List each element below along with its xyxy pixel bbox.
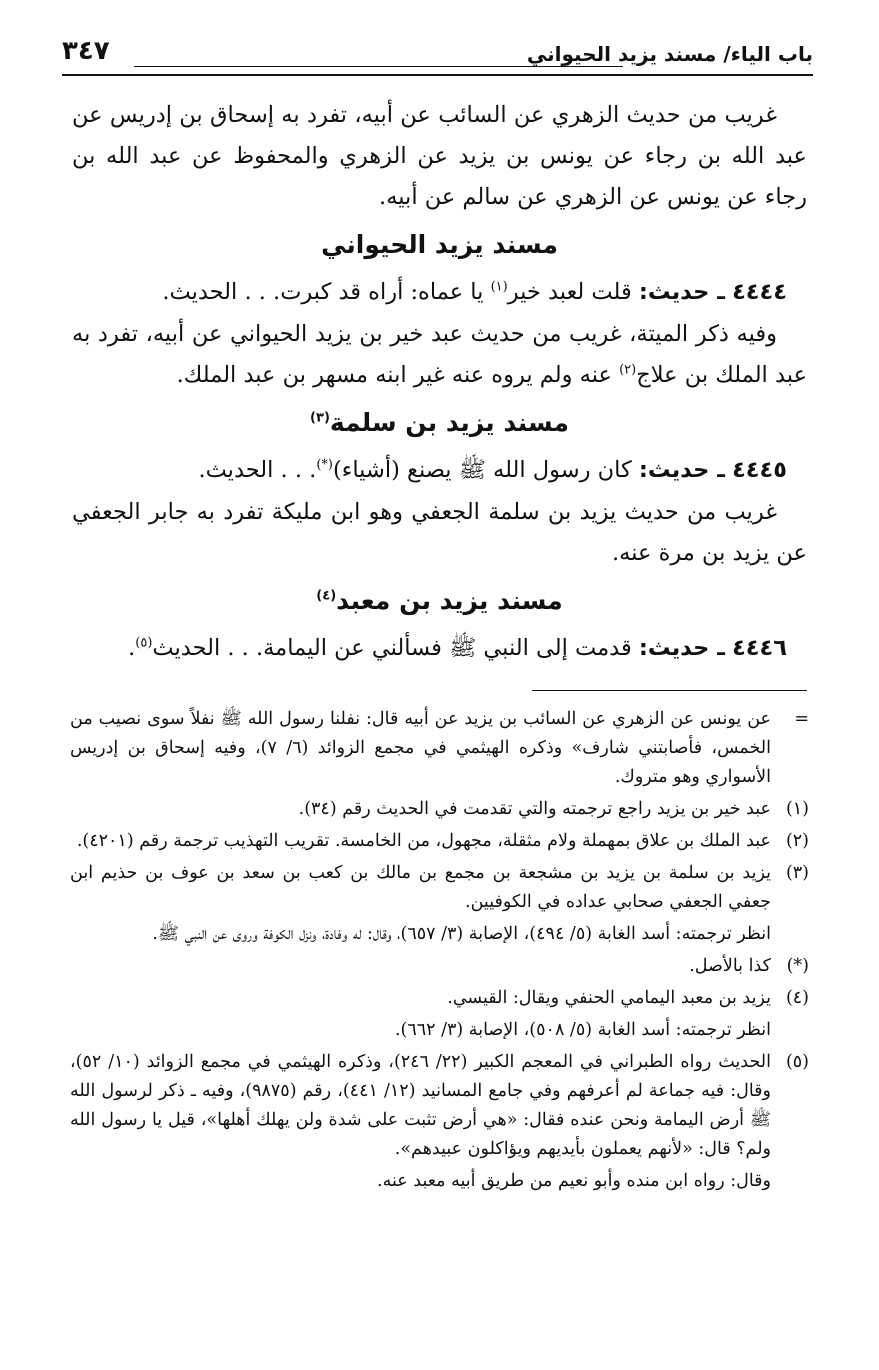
hadith-keyword: ـ حديث: bbox=[638, 279, 725, 305]
footnote-text: انظر ترجمته: أسد الغابة (٥/ ٤٩٤)، الإصابة (٣/ ٦٥٧)، وقال: له وفادة، ونزل الكوفة وروى عن النبي ﷺ. bbox=[152, 924, 771, 944]
hadith-text: كان رسول الله ﷺ يصنع (أشياء) bbox=[332, 457, 639, 483]
hadith-text: قلت لعبد خير bbox=[507, 279, 639, 305]
hadith-number: ٤٤٤٤ bbox=[732, 279, 787, 305]
running-title: باب الياء/ مسند يزيد الحيواني bbox=[526, 42, 813, 66]
section-heading-text: مسند يزيد الحيواني bbox=[321, 230, 558, 259]
footnote-mark: = bbox=[794, 709, 809, 729]
footnote-text: كذا بالأصل. bbox=[689, 956, 771, 976]
section-heading-text: مسند يزيد بن سلمة bbox=[329, 408, 569, 437]
footnote-mark bbox=[771, 920, 809, 949]
section-heading-text: مسند يزيد بن معبد bbox=[336, 586, 563, 615]
footnote-item bbox=[70, 984, 809, 1013]
footnote-text: يزيد بن سلمة بن يزيد بن مشجعة بن مجمع بن مالك بن كعب بن سعد بن عوف بن حذيم ابن جعفي الجعفي صحابي عداده في الكوفيين. bbox=[70, 863, 771, 912]
footnote-item bbox=[70, 795, 809, 824]
footnote-mark: (١) bbox=[785, 799, 809, 819]
footnote-text: يزيد بن معبد اليمامي الحنفي ويقال: القيسي. bbox=[447, 988, 771, 1008]
page-number: ٣٤٧ bbox=[62, 36, 110, 66]
footnote-item bbox=[70, 705, 809, 792]
hadith-number: ٤٤٤٦ bbox=[732, 635, 787, 661]
footnote-text: الحديث رواه الطبراني في المعجم الكبير (٢٢/ ٢٤٦)، وذكره الهيثمي في مجمع الزوائد (١٠/ ٥٢)، وقال: فيه جماعة لم أعرفهم وفي جامع المسانيد (١٢/ ٤٤١)، رقم (٩٨٧٥)، وفيه ـ ذكر لرسول الله ﷺ أرض اليمامة ونحن عنده فقال: «هي أرض تثبت على شدة ولن يهلك أهلها»، قيل يا رسول الله ولم؟ قال: «لأنهم يعملون بأيديهم ويؤاكلون عبيدهم». bbox=[70, 1052, 771, 1159]
hadith-entry bbox=[72, 626, 807, 670]
footnote-ref[interactable]: (٤) bbox=[316, 588, 337, 604]
footnote-item bbox=[70, 827, 809, 856]
footnote-separator bbox=[532, 690, 807, 691]
footnote-mark bbox=[771, 1167, 809, 1196]
hadith-text-continued: . . . الحديث. bbox=[198, 457, 317, 483]
footnote-item bbox=[70, 1167, 809, 1196]
section-heading bbox=[72, 578, 807, 624]
section-heading bbox=[72, 222, 807, 268]
footnote-text: وقال: رواه ابن منده وأبو نعيم من طريق أبيه معبد عنه. bbox=[377, 1171, 771, 1191]
section-heading bbox=[72, 400, 807, 446]
hadith-entry bbox=[72, 270, 807, 314]
footnote-mark: (٢) bbox=[785, 831, 809, 851]
footnote-mark: (٥) bbox=[785, 1052, 809, 1072]
footnote-item bbox=[70, 952, 809, 981]
footnote-mark: (*) bbox=[786, 956, 809, 976]
hadith-text-continued: . bbox=[128, 635, 136, 661]
footnote-ref[interactable]: (٢) bbox=[619, 362, 637, 378]
footnote-text: انظر ترجمته: أسد الغابة (٥/ ٥٠٨)، الإصابة (٣/ ٦٦٢). bbox=[394, 1020, 771, 1040]
footnote-ref[interactable]: (*) bbox=[316, 457, 333, 473]
commentary-text: غريب من حديث يزيد بن سلمة الجعفي وهو ابن مليكة تفرد به جابر الجعفي عن يزيد بن مرة عنه. bbox=[72, 499, 807, 566]
hadith-text-continued: يا عماه: أراه قد كبرت. . . الحديث. bbox=[162, 279, 491, 305]
page-header bbox=[62, 34, 813, 76]
commentary-text-continued: عنه ولم يروه عنه غير ابنه مسهر بن عبد الملك. bbox=[176, 362, 620, 388]
hadith-commentary bbox=[72, 492, 807, 574]
footnotes bbox=[70, 705, 809, 1199]
hadith-commentary bbox=[72, 314, 807, 396]
footnote-mark: (٤) bbox=[785, 988, 809, 1008]
footnote-item bbox=[70, 1016, 809, 1045]
hadith-keyword: ـ حديث: bbox=[638, 457, 725, 483]
footnote-ref[interactable]: (١) bbox=[490, 279, 508, 295]
footnote-mark bbox=[771, 1016, 809, 1045]
footnote-text: عبد الملك بن علاق بمهملة ولام مثقلة، مجهول، من الخامسة. تقريب التهذيب ترجمة رقم (٤٢٠١). bbox=[76, 831, 771, 851]
intro-paragraph: غريب من حديث الزهري عن السائب عن أبيه، تفرد به إسحاق بن إدريس عن عبد الله بن رجاء عن يونس بن يزيد عن الزهري والمحفوظ عن عبد الله بن رجاء عن يونس عن الزهري عن سالم عن أبيه. bbox=[72, 102, 807, 210]
footnote-ref[interactable]: (٣) bbox=[310, 410, 330, 426]
footnote-item bbox=[70, 1048, 809, 1164]
hadith-text: قدمت إلى النبي ﷺ فسألني عن اليمامة. . . الحديث bbox=[152, 635, 639, 661]
commentary-text: وفيه ذكر الميتة، غريب من حديث عبد خير بن يزيد الحيواني عن أبيه، تفرد به عبد الملك بن علاج bbox=[72, 321, 807, 388]
hadith-keyword: ـ حديث: bbox=[638, 635, 725, 661]
hadith-number: ٤٤٤٥ bbox=[732, 457, 787, 483]
footnote-item bbox=[70, 859, 809, 917]
header-leader-line bbox=[134, 66, 623, 67]
footnote-ref[interactable]: (٥) bbox=[135, 635, 153, 651]
footnote-item bbox=[70, 920, 809, 949]
footnote-text: عبد خير بن يزيد راجع ترجمته والتي تقدمت في الحديث رقم (٣٤). bbox=[298, 799, 771, 819]
hadith-entry bbox=[72, 448, 807, 492]
footnote-mark: (٣) bbox=[785, 863, 809, 883]
main-text bbox=[72, 95, 807, 670]
footnote-text: عن يونس عن الزهري عن السائب بن يزيد عن أبيه قال: نفلنا رسول الله ﷺ نفلاً سوى نصيب من الخمس، فأصابتني شارف» وذكره الهيثمي في مجمع الزوائد (٦/ ٧)، وفيه إسحاق بن إدريس الأسواري وهو متروك. bbox=[70, 709, 771, 787]
